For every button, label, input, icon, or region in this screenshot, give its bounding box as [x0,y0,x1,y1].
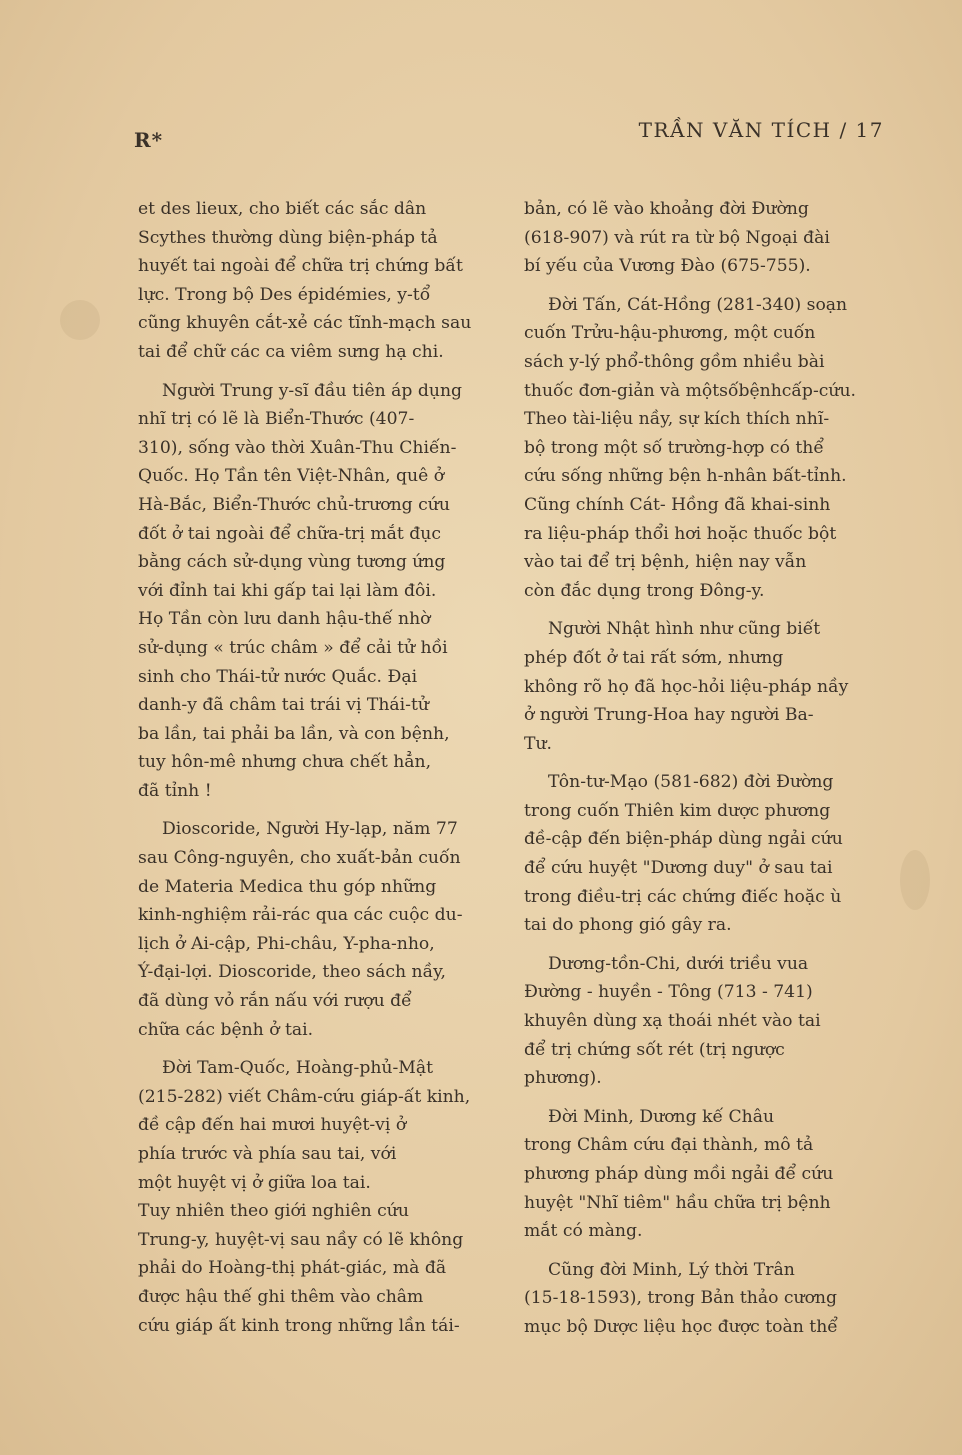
text-line: ra liệu-pháp thổi hơi hoặc thuốc bột [524,523,837,544]
text-line: trong Châm cứu đại thành, mô tả [524,1135,814,1156]
text-line: thuốc đơn-giản và mộtsốbệnhcấp-cứu. [524,380,856,401]
text-line: lực. Trong bộ Des épidémies, y-tổ [138,284,431,305]
right-column [524,195,894,1352]
text-line: de Materia Medica thu góp những [138,876,437,897]
text-line: sinh cho Thái-tử nước Quắc. Đại [138,666,418,687]
text-line: bí yếu của Vương Đào (675-755). [524,256,811,277]
text-line: sách y-lý phổ-thông gồm nhiều bài [524,351,825,372]
text-line: Đời Tấn, Cát-Hồng (281-340) soạn [548,294,848,315]
text-line: (215-282) viết Châm-cứu giáp-ất kinh, [138,1086,471,1107]
paragraph [524,615,894,758]
paragraph [524,291,894,606]
paragraph [138,1054,502,1340]
text-line: trong điều-trị các chứng điếc hoặc ù [524,886,842,907]
text-line: huyết tai ngoài để chữa trị chứng bất [138,256,463,277]
paragraph [524,768,894,940]
text-line: huyệt "Nhĩ tiêm" hầu chữa trị bệnh [524,1192,831,1213]
text-line: nhĩ trị có lẽ là Biển-Thước (407- [138,409,415,430]
text-line: khuyên dùng xạ thoái nhét vào tai [524,1011,821,1032]
text-line: Trung-y, huyệt-vị sau nầy có lẽ không [138,1229,464,1250]
text-line: Đời Tam-Quốc, Hoàng-phủ-Mật [162,1058,434,1079]
paragraph [138,815,502,1044]
text-line: mục bộ Dược liệu học được toàn thể [524,1316,838,1337]
text-line: phải do Hoàng-thị phát-giác, mà đã [138,1258,447,1279]
text-line: Đời Minh, Dương kế Châu [548,1106,775,1127]
paragraph [524,950,894,1093]
text-line: Người Nhật hình như cũng biết [548,619,821,640]
text-line: Dương-tồn-Chi, dưới triều vua [548,953,809,974]
text-line: sử-dụng « trúc châm » để cải tử hồi [138,637,448,658]
paragraph [524,195,894,281]
signature-mark: R* [134,128,164,152]
text-line: (15-18-1593), trong Bản thảo cương [524,1288,838,1309]
text-line: phương). [524,1068,602,1089]
paper-stain [900,850,930,910]
text-line: tai do phong gió gây ra. [524,915,732,936]
text-line: chữa các bệnh ở tai. [138,1019,314,1040]
text-line: phép đốt ở tai rất sớm, nhưng [524,647,784,668]
text-line: et des lieux, cho biết các sắc dân [138,199,427,219]
text-line: Dioscoride, Người Hy-lạp, năm 77 [162,819,458,840]
text-line: đề-cập đến biện-pháp dùng ngải cứu [524,829,843,850]
text-line: với đỉnh tai khi gấp tai lại làm đôi. [138,580,437,601]
left-column [138,195,502,1350]
text-line: Theo tài-liệu nầy, sự kích thích nhĩ- [524,409,830,430]
text-line: phương pháp dùng mồi ngải để cứu [524,1164,834,1184]
text-line: còn đắc dụng trong Đông-y. [524,580,765,601]
text-line: Scythes thường dùng biện-pháp tả [138,227,438,248]
text-line: mắt có màng. [524,1221,643,1242]
text-line: Đường - huyền - Tông (713 - 741) [524,982,813,1003]
text-line: Họ Tần còn lưu danh hậu-thế nhờ [138,609,431,630]
text-line: bộ trong một số trường-hợp có thể [524,437,824,458]
text-line: danh-y đã châm tai trái vị Thái-tử [138,695,429,716]
paper-stain [60,300,100,340]
text-line: trong cuốn Thiên kim dược phương [524,800,831,821]
paragraph [524,1256,894,1342]
text-line: đã tỉnh ! [138,780,212,801]
text-line: bằng cách sử-dụng vùng tương ứng [138,552,446,573]
text-line: Tư. [524,733,552,754]
text-line: một huyệt vị ở giữa loa tai. [138,1172,371,1193]
text-line: đã dùng vỏ rắn nấu với rượu để [138,991,412,1012]
text-line: đốt ở tai ngoài để chữa-trị mắt đục [138,523,441,544]
paragraph [524,1103,894,1246]
text-line: Ý-đại-lợi. Dioscoride, theo sách nầy, [138,962,446,983]
text-line: tuy hôn-mê nhưng chưa chết hẳn, [138,752,432,773]
text-line: Cũng chính Cát- Hồng đã khai-sinh [524,494,831,515]
text-line: để cứu huyệt "Dương duy" ở sau tai [524,858,833,879]
text-line: cũng khuyên cắt-xẻ các tĩnh-mạch sau [138,313,472,334]
text-line: Tôn-tư-Mạo (581-682) đời Đường [548,772,834,793]
text-line: phía trước và phía sau tai, với [138,1144,397,1164]
text-line: không rõ họ đã học-hỏi liệu-pháp nầy [524,676,849,697]
text-line: để trị chứng sốt rét (trị ngược [524,1039,785,1060]
text-line: kinh-nghiệm rải-rác qua các cuộc du- [138,905,463,926]
text-line: Cũng đời Minh, Lý thời Trân [548,1259,795,1280]
text-line: vào tai để trị bệnh, hiện nay vẫn [524,552,807,573]
text-line: tai để chữ các ca viêm sưng hạ chi. [138,341,444,362]
text-line: được hậu thế ghi thêm vào châm [138,1286,424,1307]
text-line: cứu giáp ất kinh trong những lần tái- [138,1315,460,1336]
text-line: Người Trung y-sĩ đầu tiên áp dụng [162,380,463,401]
text-line: đề cập đến hai mươi huyệt-vị ở [138,1115,407,1136]
text-line: bản, có lẽ vào khoảng đời Đường [524,199,809,219]
paragraph [138,195,502,367]
text-line: Quốc. Họ Tần tên Việt-Nhân, quê ở [138,466,445,487]
text-line: sau Công-nguyên, cho xuất-bản cuốn [138,848,461,869]
paragraph [138,377,502,806]
text-line: (618-907) và rút ra từ bộ Ngoại đài [524,227,830,248]
text-line: Tuy nhiên theo giới nghiên cứu [138,1201,409,1222]
text-line: cứu sống những bện h-nhân bất-tỉnh. [524,466,847,487]
text-line: ở người Trung-Hoa hay người Ba- [524,705,814,726]
running-head: TRẦN VĂN TÍCH / 17 [638,118,884,142]
text-line: 310), sống vào thời Xuân-Thu Chiến- [138,437,457,458]
text-line: ba lần, tai phải ba lần, và con bệnh, [138,723,450,744]
text-line: Hà-Bắc, Biển-Thước chủ-trương cứu [138,494,450,515]
text-line: lịch ở Ai-cập, Phi-châu, Y-pha-nho, [138,933,435,954]
text-line: cuốn Trửu-hậu-phương, một cuốn [524,323,816,344]
